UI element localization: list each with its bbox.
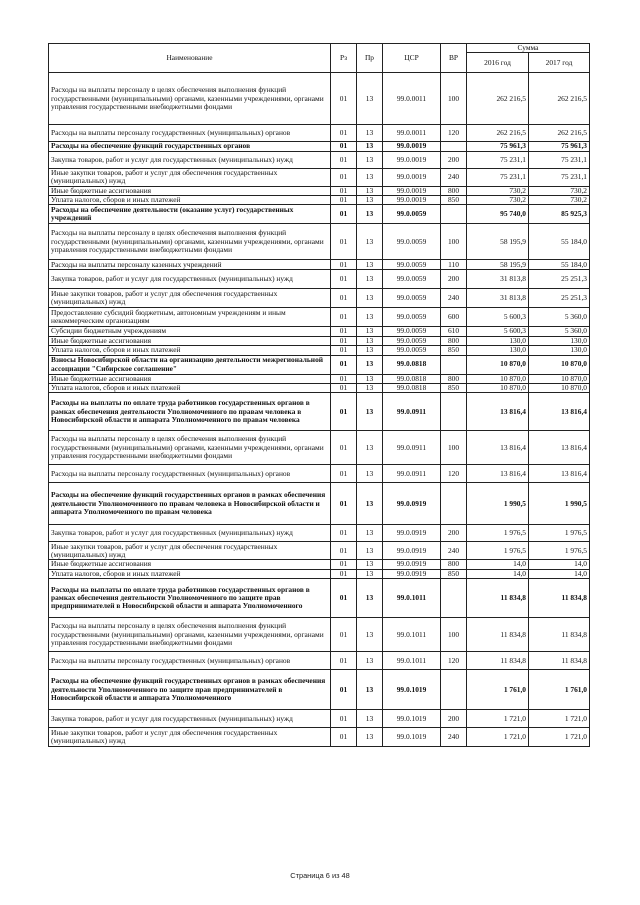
row-rz: 01 [331, 525, 357, 542]
table-row [49, 710, 590, 728]
row-vr: 800 [441, 336, 467, 345]
row-pr: 13 [357, 308, 383, 327]
row-sum-2016: 13 816,4 [467, 431, 529, 465]
table-row [49, 308, 590, 327]
row-csr: 99.0.0059 [383, 260, 441, 270]
row-rz: 01 [331, 308, 357, 327]
row-sum-2017: 11 834,8 [529, 579, 590, 618]
table-row [49, 670, 590, 710]
row-csr: 99.0.0059 [383, 205, 441, 224]
row-sum-2017: 5 360,0 [529, 327, 590, 336]
row-vr: 610 [441, 327, 467, 336]
row-csr: 99.0.0011 [383, 73, 441, 125]
page-number: Страница 6 из 48 [290, 871, 350, 880]
row-vr: 100 [441, 224, 467, 260]
row-pr: 13 [357, 384, 383, 393]
row-vr [441, 142, 467, 151]
row-sum-2016: 1 761,0 [467, 670, 529, 710]
row-rz: 01 [331, 151, 357, 168]
row-vr [441, 579, 467, 618]
row-vr: 240 [441, 168, 467, 186]
row-sum-2017: 130,0 [529, 336, 590, 345]
row-name: Иные бюджетные ассигнования [49, 560, 331, 569]
row-csr: 99.0.0019 [383, 142, 441, 151]
row-vr: 800 [441, 186, 467, 195]
table-row [49, 289, 590, 308]
row-sum-2017: 5 360,0 [529, 308, 590, 327]
row-vr [441, 483, 467, 525]
header-2016: 2016 год [467, 53, 529, 73]
row-name: Расходы на выплаты персоналу государственных (муниципальных) органов [49, 652, 331, 670]
row-sum-2016: 1 990,5 [467, 483, 529, 525]
table-row [49, 205, 590, 224]
row-sum-2016: 730,2 [467, 196, 529, 205]
row-pr: 13 [357, 465, 383, 483]
row-sum-2016: 262 216,5 [467, 73, 529, 125]
row-vr [441, 355, 467, 374]
row-rz: 01 [331, 168, 357, 186]
row-vr: 850 [441, 196, 467, 205]
row-sum-2017: 14,0 [529, 569, 590, 578]
row-sum-2017: 10 870,0 [529, 374, 590, 383]
row-csr: 99.0.0818 [383, 355, 441, 374]
header-name: Наименование [49, 44, 331, 73]
row-sum-2017: 13 816,4 [529, 431, 590, 465]
row-sum-2017: 730,2 [529, 196, 590, 205]
row-vr: 100 [441, 618, 467, 652]
row-rz: 01 [331, 393, 357, 431]
row-csr: 99.0.1011 [383, 652, 441, 670]
row-sum-2016: 75 231,1 [467, 168, 529, 186]
row-rz: 01 [331, 346, 357, 355]
row-csr: 99.0.0818 [383, 384, 441, 393]
row-rz: 01 [331, 355, 357, 374]
row-pr: 13 [357, 525, 383, 542]
row-name: Закупка товаров, работ и услуг для государственных (муниципальных) нужд [49, 710, 331, 728]
row-csr: 99.0.0059 [383, 336, 441, 345]
row-csr: 99.0.0059 [383, 346, 441, 355]
row-name: Взносы Новосибирской области на организацию деятельности межрегиональной ассоциации "Сибирское соглашение" [49, 355, 331, 374]
row-sum-2016: 10 870,0 [467, 384, 529, 393]
row-csr: 99.0.0919 [383, 569, 441, 578]
row-name: Иные закупки товаров, работ и услуг для обеспечения государственных (муниципальных) нужд [49, 728, 331, 747]
row-name: Иные закупки товаров, работ и услуг для обеспечения государственных (муниципальных) нужд [49, 542, 331, 560]
row-pr: 13 [357, 125, 383, 142]
row-vr: 240 [441, 289, 467, 308]
row-sum-2017: 1 721,0 [529, 710, 590, 728]
row-name: Закупка товаров, работ и услуг для государственных (муниципальных) нужд [49, 525, 331, 542]
header-pr: Пр [357, 44, 383, 73]
row-sum-2016: 58 195,9 [467, 224, 529, 260]
row-name: Расходы на обеспечение деятельности (оказание услуг) государственных учреждений [49, 205, 331, 224]
row-sum-2017: 75 231,1 [529, 151, 590, 168]
budget-table [48, 43, 590, 747]
row-name: Иные закупки товаров, работ и услуг для обеспечения государственных (муниципальных) нужд [49, 289, 331, 308]
row-rz: 01 [331, 384, 357, 393]
table-row [49, 260, 590, 270]
row-vr: 600 [441, 308, 467, 327]
row-name: Закупка товаров, работ и услуг для государственных (муниципальных) нужд [49, 270, 331, 289]
row-pr: 13 [357, 728, 383, 747]
row-sum-2017: 14,0 [529, 560, 590, 569]
row-csr: 99.0.0919 [383, 483, 441, 525]
table-row [49, 374, 590, 383]
table-row [49, 270, 590, 289]
table-body [49, 73, 590, 747]
row-csr: 99.0.0059 [383, 270, 441, 289]
header-vr: ВР [441, 44, 467, 73]
row-rz: 01 [331, 431, 357, 465]
row-name: Иные бюджетные ассигнования [49, 374, 331, 383]
row-sum-2016: 11 834,8 [467, 579, 529, 618]
table-row [49, 186, 590, 195]
table-row [49, 142, 590, 151]
row-sum-2016: 13 816,4 [467, 465, 529, 483]
row-csr: 99.0.0059 [383, 224, 441, 260]
row-csr: 99.0.0059 [383, 289, 441, 308]
table-row [49, 346, 590, 355]
row-pr: 13 [357, 196, 383, 205]
row-pr: 13 [357, 289, 383, 308]
row-pr: 13 [357, 346, 383, 355]
row-pr: 13 [357, 560, 383, 569]
row-sum-2016: 11 834,8 [467, 618, 529, 652]
row-vr: 800 [441, 374, 467, 383]
row-vr: 100 [441, 73, 467, 125]
row-rz: 01 [331, 542, 357, 560]
row-rz: 01 [331, 73, 357, 125]
row-vr: 110 [441, 260, 467, 270]
row-name: Расходы на обеспечение функций государственных органов [49, 142, 331, 151]
row-name: Расходы на выплаты по оплате труда работников государственных органов в рамках обеспечения деятельности Уполномоченного по защите прав предпринимателей в Новосибирской области и аппарата Уполномоченного [49, 579, 331, 618]
row-csr: 99.0.0911 [383, 465, 441, 483]
table-row [49, 431, 590, 465]
row-rz: 01 [331, 224, 357, 260]
row-rz: 01 [331, 289, 357, 308]
row-rz: 01 [331, 618, 357, 652]
row-csr: 99.0.0059 [383, 327, 441, 336]
row-vr: 850 [441, 569, 467, 578]
row-sum-2016: 130,0 [467, 346, 529, 355]
row-name: Уплата налогов, сборов и иных платежей [49, 346, 331, 355]
row-csr: 99.0.0818 [383, 374, 441, 383]
row-csr: 99.0.0919 [383, 542, 441, 560]
row-name: Расходы на выплаты персоналу государственных (муниципальных) органов [49, 125, 331, 142]
row-vr [441, 205, 467, 224]
table-row [49, 327, 590, 336]
row-name: Расходы на выплаты персоналу в целях обеспечения выполнения функций государственными (муниципальными) органами, казенными учреждениями, органами управления государственными внебюджетными фондами [49, 618, 331, 652]
row-vr [441, 670, 467, 710]
row-sum-2017: 262 216,5 [529, 125, 590, 142]
row-vr: 200 [441, 270, 467, 289]
row-sum-2016: 13 816,4 [467, 393, 529, 431]
row-name: Предоставление субсидий бюджетным, автономным учреждениям и иным некоммерческим организациям [49, 308, 331, 327]
row-sum-2016: 11 834,8 [467, 652, 529, 670]
row-sum-2017: 11 834,8 [529, 618, 590, 652]
row-name: Уплата налогов, сборов и иных платежей [49, 569, 331, 578]
row-csr: 99.0.0011 [383, 125, 441, 142]
header-2017: 2017 год [529, 53, 590, 73]
row-sum-2017: 130,0 [529, 346, 590, 355]
row-rz: 01 [331, 569, 357, 578]
table-row [49, 618, 590, 652]
header-csr: ЦСР [383, 44, 441, 73]
row-rz: 01 [331, 465, 357, 483]
row-name: Расходы на выплаты персоналу казенных учреждений [49, 260, 331, 270]
header-rz: Рз [331, 44, 357, 73]
row-name: Уплата налогов, сборов и иных платежей [49, 384, 331, 393]
table-row [49, 196, 590, 205]
row-csr: 99.0.0019 [383, 196, 441, 205]
row-sum-2016: 130,0 [467, 336, 529, 345]
row-pr: 13 [357, 73, 383, 125]
row-pr: 13 [357, 205, 383, 224]
row-pr: 13 [357, 168, 383, 186]
row-sum-2017: 730,2 [529, 186, 590, 195]
row-pr: 13 [357, 710, 383, 728]
row-rz: 01 [331, 327, 357, 336]
table-row [49, 560, 590, 569]
row-sum-2017: 25 251,3 [529, 270, 590, 289]
row-sum-2016: 1 976,5 [467, 542, 529, 560]
row-sum-2016: 95 740,0 [467, 205, 529, 224]
row-sum-2016: 75 231,1 [467, 151, 529, 168]
row-pr: 13 [357, 224, 383, 260]
row-name: Иные бюджетные ассигнования [49, 186, 331, 195]
row-vr: 120 [441, 652, 467, 670]
table-row [49, 168, 590, 186]
row-sum-2016: 31 813,8 [467, 270, 529, 289]
row-vr: 100 [441, 431, 467, 465]
row-vr: 200 [441, 710, 467, 728]
row-sum-2017: 75 231,1 [529, 168, 590, 186]
row-csr: 99.0.1019 [383, 670, 441, 710]
row-vr: 120 [441, 125, 467, 142]
row-sum-2017: 13 816,4 [529, 465, 590, 483]
row-csr: 99.0.1019 [383, 728, 441, 747]
row-pr: 13 [357, 336, 383, 345]
row-pr: 13 [357, 186, 383, 195]
header-sum: Сумма [467, 44, 590, 53]
row-name: Расходы на выплаты персоналу в целях обеспечения выполнения функций государственными (муниципальными) органами, казенными учреждениями, органами управления государственными внебюджетными фондами [49, 431, 331, 465]
table-row [49, 384, 590, 393]
row-vr: 200 [441, 151, 467, 168]
row-sum-2017: 262 216,5 [529, 73, 590, 125]
row-rz: 01 [331, 374, 357, 383]
row-sum-2016: 10 870,0 [467, 374, 529, 383]
row-rz: 01 [331, 260, 357, 270]
table-row [49, 355, 590, 374]
row-rz: 01 [331, 270, 357, 289]
row-sum-2016: 5 600,3 [467, 308, 529, 327]
row-sum-2016: 1 976,5 [467, 525, 529, 542]
row-rz: 01 [331, 483, 357, 525]
row-rz: 01 [331, 142, 357, 151]
row-sum-2017: 1 990,5 [529, 483, 590, 525]
row-pr: 13 [357, 374, 383, 383]
row-vr: 850 [441, 384, 467, 393]
row-name: Расходы на обеспечение функций государственных органов в рамках обеспечения деятельности Уполномоченного по защите прав предпринимателей в Новосибирской области и аппарата Уполномоченного [49, 670, 331, 710]
row-rz: 01 [331, 728, 357, 747]
row-sum-2016: 75 961,3 [467, 142, 529, 151]
row-pr: 13 [357, 327, 383, 336]
row-pr: 13 [357, 670, 383, 710]
row-sum-2016: 262 216,5 [467, 125, 529, 142]
table-row [49, 579, 590, 618]
row-rz: 01 [331, 336, 357, 345]
row-sum-2017: 75 961,3 [529, 142, 590, 151]
row-csr: 99.0.0019 [383, 151, 441, 168]
row-sum-2016: 730,2 [467, 186, 529, 195]
row-name: Иные закупки товаров, работ и услуг для обеспечения государственных (муниципальных) нужд [49, 168, 331, 186]
row-vr: 240 [441, 542, 467, 560]
row-sum-2017: 85 925,3 [529, 205, 590, 224]
table-row [49, 569, 590, 578]
row-name: Расходы на обеспечение функций государственных органов в рамках обеспечения деятельности Уполномоченного по правам человека в Новосибирской области и аппарата Уполномоченного по правам человека [49, 483, 331, 525]
row-sum-2016: 1 721,0 [467, 710, 529, 728]
row-csr: 99.0.0911 [383, 431, 441, 465]
row-vr: 850 [441, 346, 467, 355]
row-pr: 13 [357, 393, 383, 431]
row-csr: 99.0.0911 [383, 393, 441, 431]
row-csr: 99.0.1011 [383, 579, 441, 618]
table-row [49, 652, 590, 670]
row-name: Субсидии бюджетным учреждениям [49, 327, 331, 336]
row-sum-2016: 58 195,9 [467, 260, 529, 270]
row-sum-2017: 10 870,0 [529, 355, 590, 374]
table-row [49, 465, 590, 483]
table-row [49, 125, 590, 142]
table-row [49, 525, 590, 542]
row-sum-2016: 1 721,0 [467, 728, 529, 747]
row-csr: 99.0.0019 [383, 186, 441, 195]
table-row [49, 483, 590, 525]
table-row [49, 151, 590, 168]
row-sum-2017: 13 816,4 [529, 393, 590, 431]
row-rz: 01 [331, 560, 357, 569]
row-vr: 240 [441, 728, 467, 747]
row-rz: 01 [331, 205, 357, 224]
row-vr: 200 [441, 525, 467, 542]
row-name: Закупка товаров, работ и услуг для государственных (муниципальных) нужд [49, 151, 331, 168]
row-sum-2017: 55 184,0 [529, 224, 590, 260]
row-csr: 99.0.0919 [383, 525, 441, 542]
row-vr [441, 393, 467, 431]
row-rz: 01 [331, 652, 357, 670]
table-row [49, 542, 590, 560]
row-rz: 01 [331, 186, 357, 195]
table-row [49, 73, 590, 125]
row-pr: 13 [357, 270, 383, 289]
row-pr: 13 [357, 142, 383, 151]
table-row [49, 393, 590, 431]
table-row [49, 728, 590, 747]
row-sum-2016: 14,0 [467, 569, 529, 578]
row-csr: 99.0.0059 [383, 308, 441, 327]
row-sum-2017: 11 834,8 [529, 652, 590, 670]
row-pr: 13 [357, 618, 383, 652]
row-sum-2017: 55 184,0 [529, 260, 590, 270]
row-rz: 01 [331, 125, 357, 142]
row-csr: 99.0.0019 [383, 168, 441, 186]
row-csr: 99.0.0919 [383, 560, 441, 569]
row-vr: 800 [441, 560, 467, 569]
row-rz: 01 [331, 670, 357, 710]
table-row [49, 336, 590, 345]
row-sum-2017: 1 761,0 [529, 670, 590, 710]
row-pr: 13 [357, 151, 383, 168]
row-name: Расходы на выплаты персоналу государственных (муниципальных) органов [49, 465, 331, 483]
row-sum-2016: 14,0 [467, 560, 529, 569]
row-rz: 01 [331, 710, 357, 728]
row-sum-2017: 1 976,5 [529, 542, 590, 560]
row-csr: 99.0.1011 [383, 618, 441, 652]
row-csr: 99.0.1019 [383, 710, 441, 728]
row-name: Уплата налогов, сборов и иных платежей [49, 196, 331, 205]
row-pr: 13 [357, 355, 383, 374]
row-sum-2016: 10 870,0 [467, 355, 529, 374]
row-rz: 01 [331, 579, 357, 618]
row-pr: 13 [357, 652, 383, 670]
row-name: Расходы на выплаты персоналу в целях обеспечения выполнения функций государственными (муниципальными) органами, казенными учреждениями, органами управления государственными внебюджетными фондами [49, 224, 331, 260]
row-sum-2017: 25 251,3 [529, 289, 590, 308]
row-name: Иные бюджетные ассигнования [49, 336, 331, 345]
row-pr: 13 [357, 542, 383, 560]
row-name: Расходы на выплаты персоналу в целях обеспечения выполнения функций государственными (муниципальными) органами, казенными учреждениями, органами управления государственными внебюджетными фондами [49, 73, 331, 125]
row-rz: 01 [331, 196, 357, 205]
row-sum-2017: 1 976,5 [529, 525, 590, 542]
row-pr: 13 [357, 579, 383, 618]
row-pr: 13 [357, 569, 383, 578]
row-name: Расходы на выплаты по оплате труда работников государственных органов в рамках обеспечения деятельности Уполномоченного по правам человека в Новосибирской области и аппарата Уполномоченного по правам человека [49, 393, 331, 431]
table-row [49, 224, 590, 260]
row-pr: 13 [357, 431, 383, 465]
row-sum-2017: 1 721,0 [529, 728, 590, 747]
row-vr: 120 [441, 465, 467, 483]
row-pr: 13 [357, 483, 383, 525]
row-sum-2017: 10 870,0 [529, 384, 590, 393]
row-pr: 13 [357, 260, 383, 270]
row-sum-2016: 31 813,8 [467, 289, 529, 308]
row-sum-2016: 5 600,3 [467, 327, 529, 336]
